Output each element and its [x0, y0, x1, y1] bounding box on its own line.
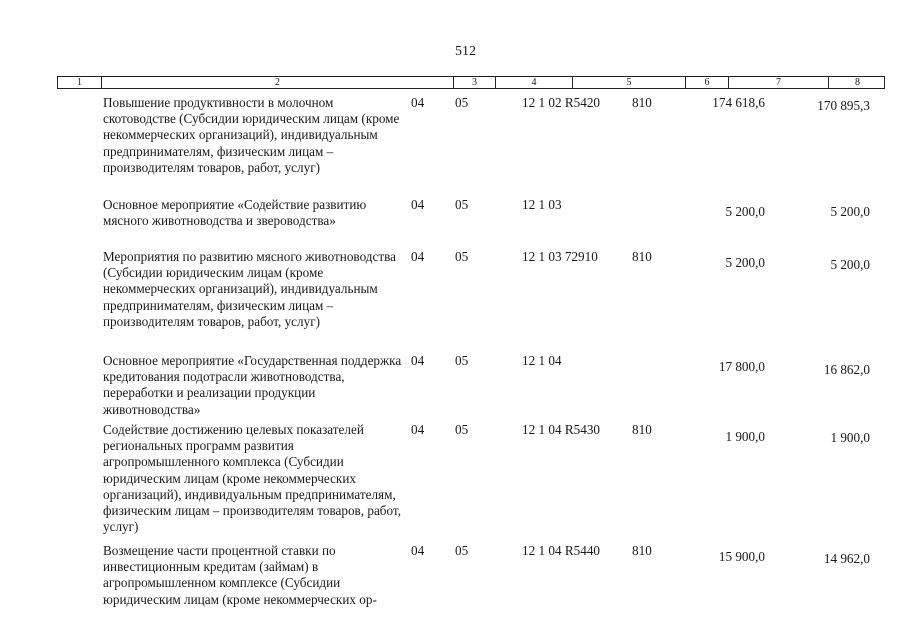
amount-planned: 5 200,0 — [725, 255, 765, 270]
section-code: 04 — [411, 353, 425, 368]
amount-planned: 174 618,6 — [712, 95, 765, 110]
column-number: 6 — [686, 77, 729, 88]
subsection-code: 05 — [455, 197, 469, 212]
target-article-code: 12 1 04 R5440 — [522, 543, 601, 558]
subsection-code: 05 — [455, 422, 469, 437]
section-code: 04 — [411, 543, 425, 558]
expense-type-code: 810 — [632, 543, 652, 558]
row-description: Основное мероприятие «Государственная поддержка кредитования подотрасли животноводства, переработки и реализации продукции животноводства» — [103, 353, 402, 417]
expense-type-code: 810 — [632, 422, 652, 437]
row-description: Содействие достижению целевых показателей региональных программ развития агропромышленного комплекса (Субсидии юридическим лицам (кроме некоммерческих организаций), индивидуальным предпринимателям, физическим лицам – производителям товаров, работ, услуг) — [103, 422, 401, 535]
column-number: 5 — [573, 77, 686, 88]
amount-executed: 5 200,0 — [830, 257, 870, 272]
amount-executed: 1 900,0 — [830, 430, 870, 445]
row-description: Основное мероприятие «Содействие развитию мясного животноводства и звероводства» — [103, 197, 367, 229]
column-number: 2 — [102, 77, 454, 88]
amount-planned: 1 900,0 — [725, 429, 765, 444]
column-number-header — [57, 76, 885, 89]
expense-type-code: 810 — [632, 249, 652, 264]
section-code: 04 — [411, 422, 425, 437]
column-number: 4 — [496, 77, 573, 88]
column-number: 7 — [729, 77, 829, 88]
amount-executed: 14 962,0 — [823, 551, 870, 566]
page-number: 512 — [455, 44, 476, 59]
amount-planned: 5 200,0 — [725, 204, 765, 219]
subsection-code: 05 — [455, 95, 469, 110]
target-article-code: 12 1 04 — [522, 353, 562, 368]
amount-executed: 5 200,0 — [830, 204, 870, 219]
row-description: Возмещение части процентной ставки по инвестиционным кредитам (займам) в агропромышленном комплексе (Субсидии юридическим лицам (кроме некоммерческих ор- — [103, 543, 377, 607]
target-article-code: 12 1 03 72910 — [522, 249, 598, 264]
amount-planned: 17 800,0 — [718, 359, 765, 374]
subsection-code: 05 — [455, 543, 469, 558]
amount-executed: 170 895,3 — [817, 98, 870, 113]
column-number: 3 — [454, 77, 496, 88]
subsection-code: 05 — [455, 353, 469, 368]
amount-planned: 15 900,0 — [718, 549, 765, 564]
row-description: Мероприятия по развитию мясного животноводства (Субсидии юридическим лицам (кроме некоммерческих организаций), индивидуальным предпринимателям, физическим лицам – производителям товаров, работ, услуг) — [103, 249, 397, 329]
section-code: 04 — [411, 197, 425, 212]
target-article-code: 12 1 04 R5430 — [522, 422, 601, 437]
target-article-code: 12 1 03 — [522, 197, 562, 212]
row-description: Повышение продуктивности в молочном скотоводстве (Субсидии юридическим лицам (кроме некоммерческих организаций), индивидуальным предпринимателям, физическим лицам – производителям товаров, работ, услуг) — [103, 95, 400, 175]
expense-type-code: 810 — [632, 95, 652, 110]
section-code: 04 — [411, 249, 425, 264]
subsection-code: 05 — [455, 249, 469, 264]
target-article-code: 12 1 02 R5420 — [522, 95, 601, 110]
column-number: 8 — [855, 77, 860, 88]
amount-executed: 16 862,0 — [823, 362, 870, 377]
column-number: 1 — [58, 77, 102, 88]
section-code: 04 — [411, 95, 425, 110]
